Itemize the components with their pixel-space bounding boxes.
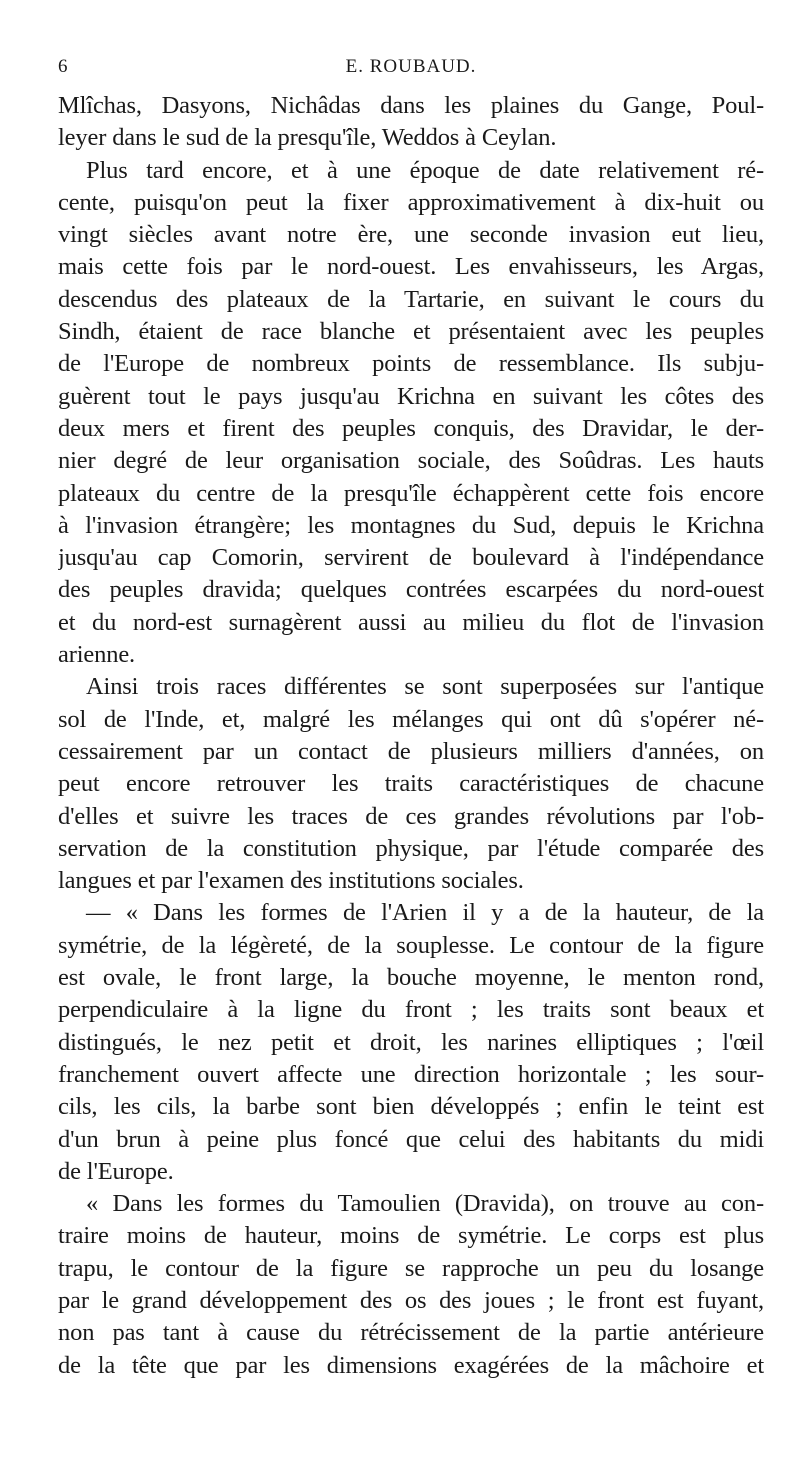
text-line: perpendiculaire à la ligne du front ; les traits sont beaux et bbox=[58, 996, 764, 1024]
text-line: d'un brun à peine plus foncé que celui des habitants du midi bbox=[58, 1125, 764, 1153]
text-line: guèrent tout le pays jusqu'au Krichna en suivant les côtes des bbox=[58, 382, 764, 410]
text-line: jusqu'au cap Comorin, servirent de boulevard à l'indépendance bbox=[58, 544, 764, 572]
text-line: langues et par l'examen des institutions sociales. bbox=[58, 867, 524, 895]
text-line: plateaux du centre de la presqu'île échappèrent cette fois encore bbox=[58, 479, 764, 507]
text-line: franchement ouvert affecte une direction horizontale ; les sour- bbox=[58, 1060, 764, 1088]
text-line: — « Dans les formes de l'Arien il y a de la hauteur, de la bbox=[86, 899, 764, 927]
text-line: nier degré de leur organisation sociale, des Soûdras. Les hauts bbox=[58, 447, 764, 475]
text-line: trapu, le contour de la figure se rapproche un peu du losange bbox=[58, 1254, 764, 1282]
text-line: est ovale, le front large, la bouche moyenne, le menton rond, bbox=[58, 964, 764, 992]
text-line: d'elles et suivre les traces de ces grandes révolutions par l'ob- bbox=[58, 802, 764, 830]
page-number: 6 bbox=[58, 56, 69, 77]
text-line: des peuples dravida; quelques contrées escarpées du nord-ouest bbox=[58, 576, 764, 604]
text-line: deux mers et firent des peuples conquis, des Dravidar, le der- bbox=[58, 414, 764, 442]
text-line: sol de l'Inde, et, malgré les mélanges qui ont dû s'opérer né- bbox=[58, 705, 764, 733]
book-page bbox=[58, 56, 764, 1382]
text-line: de l'Europe de nombreux points de ressemblance. Ils subju- bbox=[58, 350, 764, 378]
text-line: et du nord-est surnagèrent aussi au milieu du flot de l'invasion bbox=[58, 608, 764, 636]
text-line: de la tête que par les dimensions exagérées de la mâchoire et bbox=[58, 1351, 764, 1379]
text-line: Mlîchas, Dasyons, Nichâdas dans les plaines du Gange, Poul- bbox=[58, 92, 764, 119]
text-line: à l'invasion étrangère; les montagnes du Sud, depuis le Krichna bbox=[58, 511, 764, 539]
text-line: Sindh, étaient de race blanche et présentaient avec les peuples bbox=[58, 318, 764, 346]
text-line: Plus tard encore, et à une époque de date relativement ré- bbox=[86, 156, 764, 184]
body-text bbox=[58, 90, 764, 1382]
text-line: leyer dans le sud de la presqu'île, Weddos à Ceylan. bbox=[58, 124, 557, 152]
text-line: par le grand développement des os des joues ; le front est fuyant, bbox=[58, 1286, 764, 1314]
text-line: cente, puisqu'on peut la fixer approximativement à dix-huit ou bbox=[58, 188, 764, 216]
text-line: vingt siècles avant notre ère, une seconde invasion eut lieu, bbox=[58, 221, 764, 249]
text-line: « Dans les formes du Tamoulien (Dravida), on trouve au con- bbox=[86, 1190, 764, 1218]
text-line: symétrie, de la légèreté, de la souplesse. Le contour de la figure bbox=[58, 931, 764, 959]
text-line: de l'Europe. bbox=[58, 1157, 174, 1185]
text-line: distingués, le nez petit et droit, les narines elliptiques ; l'œil bbox=[58, 1028, 764, 1056]
running-header bbox=[58, 56, 764, 90]
text-line: arienne. bbox=[58, 641, 136, 669]
running-title: E. ROUBAUD. bbox=[345, 56, 477, 77]
text-line: servation de la constitution physique, par l'étude comparée des bbox=[58, 834, 764, 862]
text-line: peut encore retrouver les traits caractéristiques de chacune bbox=[58, 770, 764, 798]
text-line: mais cette fois par le nord-ouest. Les envahisseurs, les Argas, bbox=[58, 253, 764, 281]
text-line: traire moins de hauteur, moins de symétrie. Le corps est plus bbox=[58, 1222, 764, 1250]
text-line: cils, les cils, la barbe sont bien développés ; enfin le teint est bbox=[58, 1093, 764, 1121]
text-line: Ainsi trois races différentes se sont superposées sur l'antique bbox=[86, 673, 764, 701]
text-line: descendus des plateaux de la Tartarie, en suivant le cours du bbox=[58, 285, 764, 313]
text-line: non pas tant à cause du rétrécissement de la partie antérieure bbox=[58, 1319, 764, 1347]
text-line: cessairement par un contact de plusieurs milliers d'années, on bbox=[58, 737, 764, 765]
